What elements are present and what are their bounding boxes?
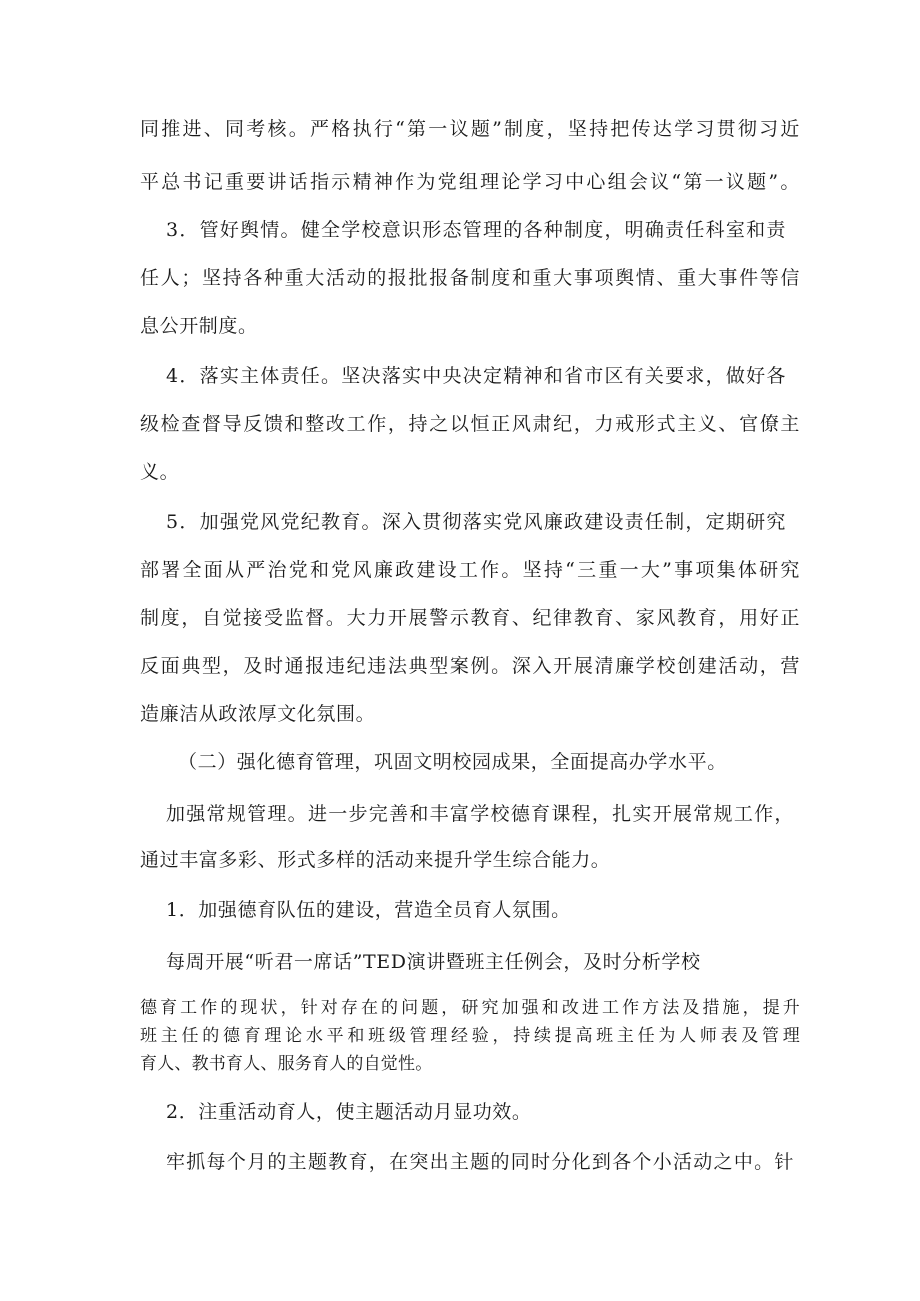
text-line: 加强常规管理。进一步完善和丰富学校德育课程，扎实开展常规工作， bbox=[166, 803, 794, 825]
text-line: 同推进、同考核。严格执行“第一议题”制度，坚持把传达学习贯彻习近 bbox=[140, 118, 800, 140]
text-line: 德育工作的现状，针对存在的问题，研究加强和改进工作方法及措施，提升 bbox=[140, 998, 800, 1018]
list-item-2-heading: 2．注重活动育人，使主题活动月显功效。 bbox=[166, 1101, 532, 1123]
list-item-5-heading: 5．加强党风党纪教育。深入贯彻落实党风廉政建设责任制，定期研究 bbox=[166, 511, 786, 533]
list-item-1-heading: 1．加强德育队伍的建设，营造全员育人氛围。 bbox=[166, 899, 571, 921]
text-line: 育人、教书育人、服务育人的自觉性。 bbox=[140, 1054, 433, 1074]
section-heading: （二）强化德育管理，巩固文明校园成果，全面提高办学水平。 bbox=[178, 751, 727, 773]
text-line: 部署全面从严治党和党风廉政建设工作。坚持“三重一大”事项集体研究 bbox=[140, 559, 800, 581]
list-item-3-heading: 3．管好舆情。健全学校意识形态管理的各种制度，明确责任科室和责 bbox=[166, 219, 786, 241]
list-item-4-heading: 4．落实主体责任。坚决落实中央决定精神和省市区有关要求，做好各 bbox=[166, 365, 786, 387]
text-line: 造廉洁从政浓厚文化氛围。 bbox=[140, 703, 376, 725]
text-line: 制度，自觉接受监督。大力开展警示教育、纪律教育、家风教育，用好正 bbox=[140, 607, 800, 629]
text-line: 级检查督导反馈和整改工作，持之以恒正风肃纪，力戒形式主义、官僚主 bbox=[140, 413, 800, 435]
text-line: 牢抓每个月的主题教育，在突出主题的同时分化到各个小活动之中。针 bbox=[166, 1151, 794, 1173]
text-line: 平总书记重要讲话指示精神作为党组理论学习中心组会议“第一议题”。 bbox=[140, 171, 800, 193]
text-line: 班主任的德育理论水平和班级管理经验，持续提高班主任为人师表及管理 bbox=[140, 1026, 800, 1046]
text-line: 义。 bbox=[140, 461, 180, 483]
text-line: 任人；坚持各种重大活动的报批报备制度和重大事项舆情、重大事件等信 bbox=[140, 267, 800, 289]
text-line: 每周开展“听君一席话”TED演讲暨班主任例会，及时分析学校 bbox=[166, 951, 701, 973]
text-line: 通过丰富多彩、形式多样的活动来提升学生综合能力。 bbox=[140, 849, 611, 871]
text-line: 息公开制度。 bbox=[140, 315, 258, 337]
text-line: 反面典型，及时通报违纪违法典型案例。深入开展清廉学校创建活动，营 bbox=[140, 655, 800, 677]
